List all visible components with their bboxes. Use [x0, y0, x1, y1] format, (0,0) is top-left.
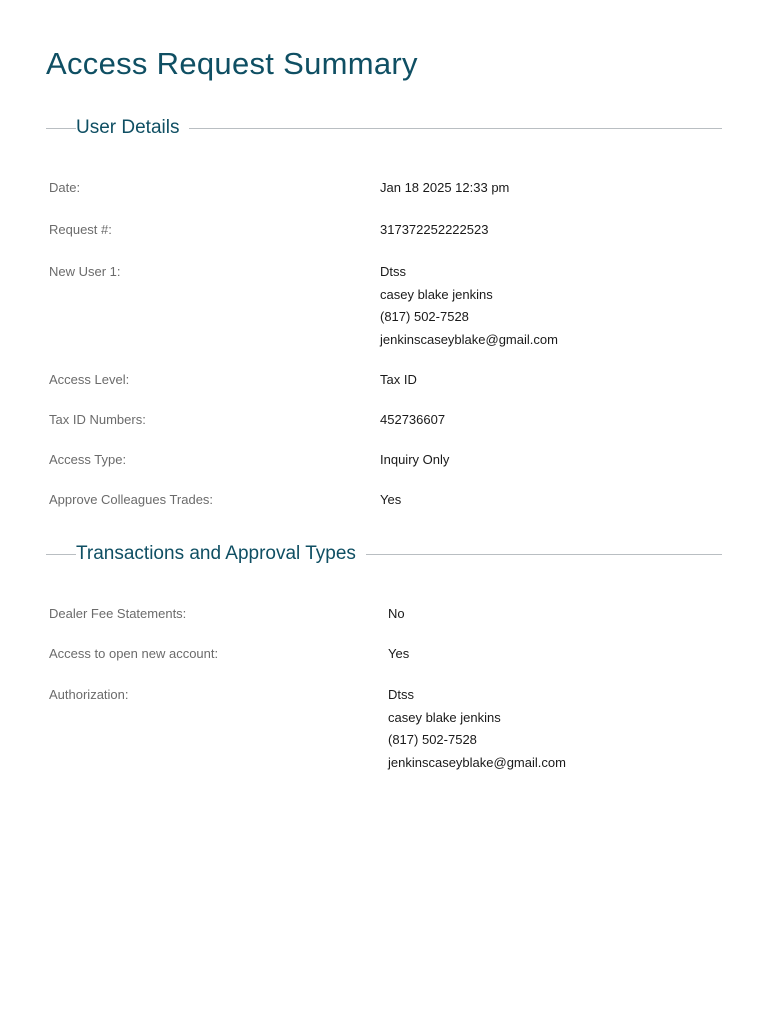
- authorization-name: casey blake jenkins: [388, 709, 501, 725]
- authorization-email: jenkinscaseyblake@gmail.com: [388, 755, 566, 771]
- section-divider-left: [46, 554, 76, 555]
- new-user-company: Dtss: [380, 264, 406, 279]
- section-divider-left: [46, 128, 76, 129]
- section-divider-right: [189, 128, 722, 129]
- new-user-name: casey blake jenkins: [380, 286, 493, 302]
- new-user-value: [380, 261, 558, 352]
- authorization-company: Dtss: [388, 687, 414, 702]
- access-type-label: Access Type:: [49, 452, 127, 467]
- open-account-value: Yes: [388, 646, 410, 661]
- request-number-value: 317372252222523: [380, 222, 489, 237]
- section-header-transactions: [46, 540, 722, 568]
- new-user-label: New User 1:: [49, 264, 121, 279]
- dealer-fee-label: Dealer Fee Statements:: [49, 606, 187, 621]
- section-title-user-details: User Details: [76, 117, 180, 138]
- request-number-label: Request #:: [49, 222, 112, 237]
- date-label: Date:: [49, 180, 81, 195]
- page-title: Access Request Summary: [46, 46, 418, 81]
- approve-colleagues-value: Yes: [380, 492, 402, 507]
- dealer-fee-value: No: [388, 606, 405, 621]
- open-account-label: Access to open new account:: [49, 646, 219, 661]
- access-level-value: Tax ID: [380, 372, 417, 387]
- tax-id-value: 452736607: [380, 412, 446, 427]
- new-user-phone: (817) 502-7528: [380, 309, 469, 325]
- new-user-email: jenkinscaseyblake@gmail.com: [380, 332, 558, 348]
- section-title-transactions: Transactions and Approval Types: [76, 543, 356, 564]
- section-header-user-details: [46, 114, 722, 142]
- approve-colleagues-label: Approve Colleagues Trades:: [49, 492, 214, 507]
- access-type-value: Inquiry Only: [380, 452, 450, 467]
- access-level-label: Access Level:: [49, 372, 130, 387]
- date-value: Jan 18 2025 12:33 pm: [380, 180, 510, 195]
- section-divider-right: [366, 554, 722, 555]
- authorization-label: Authorization:: [49, 687, 129, 702]
- authorization-value: [388, 684, 566, 775]
- tax-id-label: Tax ID Numbers:: [49, 412, 146, 427]
- authorization-phone: (817) 502-7528: [388, 732, 477, 748]
